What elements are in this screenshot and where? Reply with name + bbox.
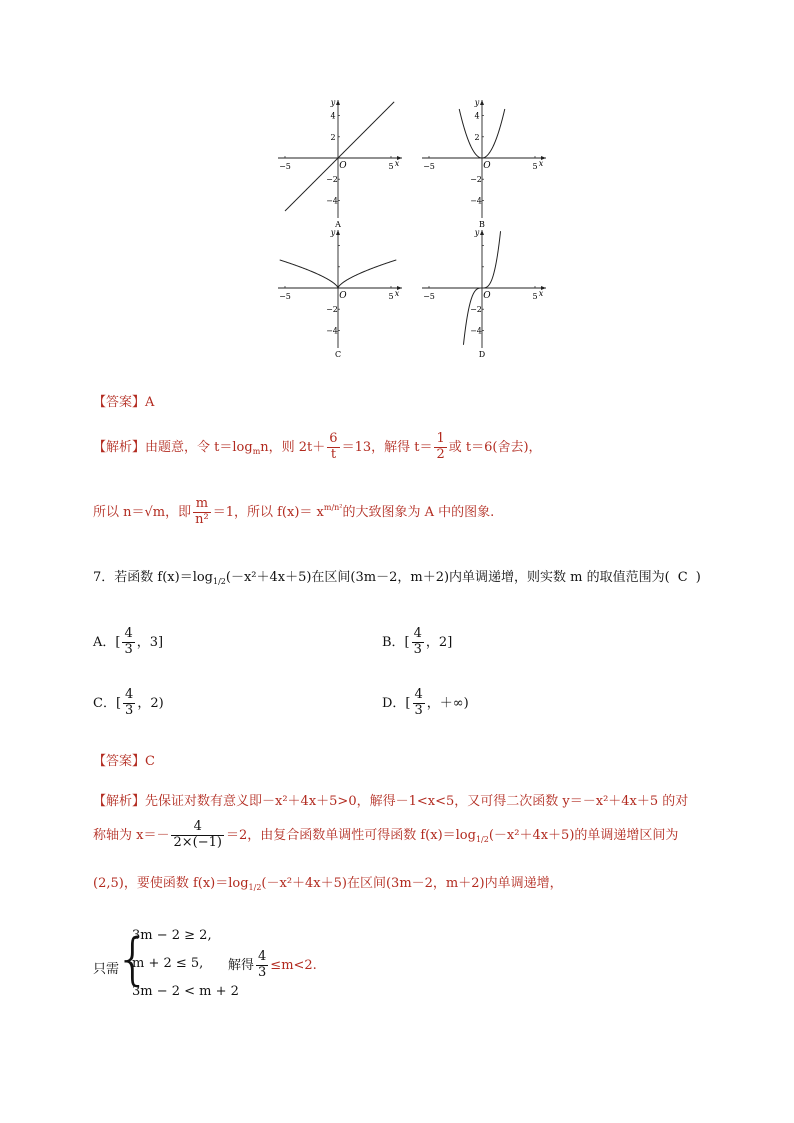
question-text: (－x²＋4x＋5)在区间(3m－2，m＋2)内单调递增，则实数 m 的取值范围为( <box>225 570 670 585</box>
y-tick-label: −4 <box>470 196 482 206</box>
exponent: m/n² <box>323 502 343 512</box>
y-tick-label: 4 <box>474 111 480 121</box>
y-tick-label: −4 <box>470 326 482 336</box>
question-text: 7．若函数 f(x)＝log <box>93 570 213 585</box>
answer-tag: 【答案】 <box>93 395 146 410</box>
answer-7 <box>93 750 155 769</box>
analysis-text: (2,5)，要使函数 f(x)＝log <box>93 876 249 891</box>
analysis-tag: 【解析】 <box>93 794 146 809</box>
left-brace: { <box>115 927 151 992</box>
x-axis-label: x <box>538 289 544 298</box>
fraction: $\frac{4}{2\times(-1)}$ <box>173 819 222 850</box>
y-axis-label: y <box>330 228 336 237</box>
analysis-text: ＝1，所以 f(x)＝ x <box>212 504 324 520</box>
origin-label: O <box>339 291 347 301</box>
fraction: $\frac{1}{2}$ <box>436 431 445 462</box>
answer-tag: 【答案】 <box>93 754 146 769</box>
analysis-text: 的大致图象为 A 中的图象. <box>342 504 495 520</box>
analysis-text: ＝2，由复合函数单调性可得函数 f(x)＝log <box>225 827 476 843</box>
analysis-text: (－x²＋4x＋5)在区间(3m－2，m＋2)内单调递增， <box>261 876 563 891</box>
x-tick-label: 5 <box>388 162 394 171</box>
x-tick-label: 5 <box>388 292 394 301</box>
y-axis-label: y <box>474 228 480 237</box>
y-tick-label: −4 <box>326 196 338 206</box>
x-tick-label: 5 <box>532 292 538 301</box>
x-tick-label: 5 <box>532 162 538 171</box>
graph-caption: A <box>335 220 341 228</box>
y-tick-label: −2 <box>470 305 482 315</box>
question-answer-letter: C <box>677 570 688 585</box>
solution: 解得 $\frac{4}{3}$ ≤m<2. <box>228 949 317 980</box>
y-tick-label: −2 <box>326 305 338 315</box>
x-tick-label: −5 <box>423 162 435 171</box>
analysis-7-line-1 <box>93 790 688 809</box>
analysis-text: 由题意，令 t＝log <box>145 439 253 455</box>
x-axis-label: x <box>394 289 400 298</box>
analysis-tag: 【解析】 <box>93 439 146 455</box>
x-tick-label: −5 <box>279 162 291 171</box>
x-tick-label: −5 <box>423 292 435 301</box>
y-tick-label: 2 <box>474 132 480 142</box>
analysis-text: 先保证对数有意义即－x²＋4x＋5>0，解得－1<x<5，又可得二次函数 y＝－x²＋4x＋5 的对 <box>145 794 689 809</box>
graph-a <box>276 96 406 228</box>
graph-d <box>420 226 550 358</box>
y-tick-label: −2 <box>326 175 338 185</box>
y-tick-label: −2 <box>470 175 482 185</box>
graph-caption: D <box>478 350 486 358</box>
analysis-7-line-3 <box>93 872 563 892</box>
analysis-text: 称轴为 x＝－ <box>93 827 170 843</box>
x-tick-label: −5 <box>279 292 291 301</box>
y-tick-label: 2 <box>330 132 336 142</box>
answer-value: A <box>145 395 155 410</box>
graph-caption: B <box>479 220 485 228</box>
origin-label: O <box>339 161 347 171</box>
answer-value: C <box>145 754 155 769</box>
graph-b <box>420 96 550 228</box>
origin-label: O <box>483 291 491 301</box>
y-axis-label: y <box>474 98 480 107</box>
log-base: 1/2 <box>213 577 226 586</box>
analysis-text: (－x²＋4x＋5)的单调递增区间为 <box>488 827 679 843</box>
option-a: A．[ $\frac{4}{3}$ ，3] <box>93 626 164 657</box>
system-eq-3: 3m − 2 < m + 2 <box>132 984 239 999</box>
system-lead: 只需 <box>93 962 120 977</box>
analysis-text: n，则 2t＋ <box>260 439 326 455</box>
system-eq-2: m + 2 ≤ 5, <box>132 956 204 971</box>
fraction: $\frac{6}{t}$ <box>329 431 338 462</box>
option-d: D．[ $\frac{4}{3}$ ，＋∞) <box>382 687 469 718</box>
x-axis-label: x <box>394 159 400 168</box>
graph-c <box>276 226 406 358</box>
question-text: ) <box>695 570 701 585</box>
analysis-7-line-2 <box>93 820 678 851</box>
log-base: 1/2 <box>475 834 489 844</box>
question-7-stem <box>93 566 701 586</box>
analysis-text: 所以 n＝√m，即 <box>93 504 192 520</box>
analysis-text: ＝13，解得 t＝ <box>341 439 433 455</box>
graph-caption: C <box>334 350 342 358</box>
answer-6 <box>93 391 154 410</box>
analysis-text: 或 t＝6(舍去)， <box>448 439 542 455</box>
y-tick-label: −4 <box>326 326 338 336</box>
analysis-6-line-1 <box>93 432 542 463</box>
x-axis-label: x <box>538 159 544 168</box>
function-curve <box>285 102 394 211</box>
log-base: m <box>252 446 261 456</box>
origin-label: O <box>483 161 491 171</box>
option-b: B．[ $\frac{4}{3}$ ，2] <box>382 626 453 657</box>
fraction: $\frac{m}{\text{n²}}$ <box>195 496 209 527</box>
log-base: 1/2 <box>248 883 262 892</box>
option-c: C．[ $\frac{4}{3}$ ，2) <box>93 687 164 718</box>
analysis-6-line-2 <box>93 497 494 528</box>
y-axis-label: y <box>330 98 336 107</box>
y-tick-label: 4 <box>330 111 336 121</box>
system-eq-1: 3m − 2 ≥ 2, <box>132 928 212 943</box>
